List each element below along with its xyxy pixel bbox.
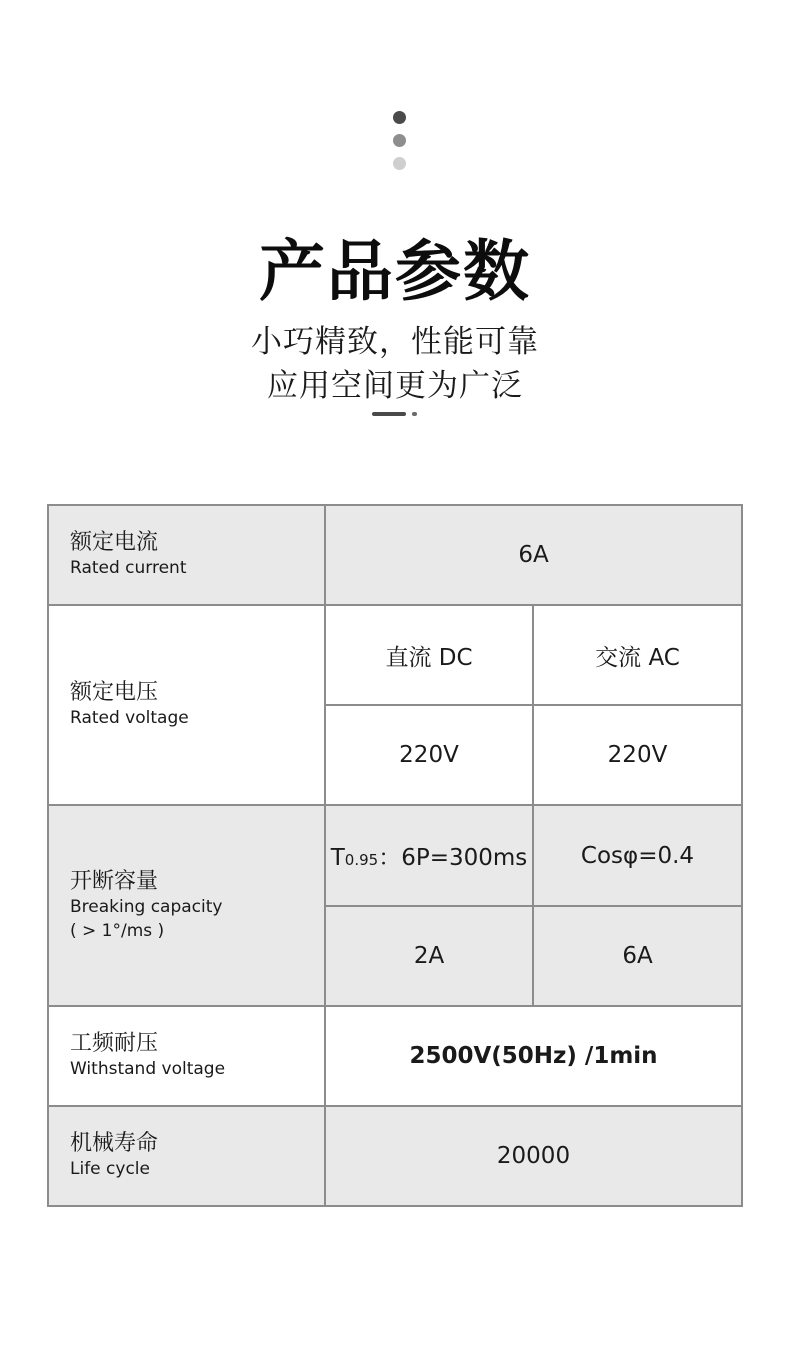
label-cn: 开断容量 [70,868,159,894]
page-title: 产品参数 [259,233,531,310]
subtitle-line-2: 应用空间更为广泛 [267,368,523,404]
label-withstand-voltage [48,1006,325,1106]
row-rated-current [48,505,742,605]
label-en: Withstand voltage [70,1059,226,1079]
dot-mid [393,134,406,147]
decorative-dots [393,111,407,180]
value-life-cycle: 20000 [325,1106,742,1206]
header-dc: 直流 DC [325,605,533,705]
label-en: Life cycle [70,1159,150,1179]
divider-dot [412,412,417,416]
header-ac: 交流 AC [533,605,742,705]
dot-light [393,157,406,170]
label-rated-current [48,505,325,605]
value-dc-voltage: 220V [325,705,533,805]
label-cn: 工频耐压 [70,1031,159,1056]
value-dc-breaking: 2A [325,906,533,1006]
spec-table [47,504,743,1207]
condition-dc-prefix: T [330,845,345,871]
label-en: Rated current [70,558,187,578]
label-cn: 额定电流 [70,530,159,555]
label-rated-voltage [48,605,325,805]
label-note: ( > 1°/ms ) [70,920,165,941]
label-en: Rated voltage [70,708,189,728]
row-breaking-capacity-conditions [48,805,742,906]
label-en: Breaking capacity [70,896,223,917]
label-cn: 机械寿命 [70,1131,159,1156]
dot-dark [393,111,406,124]
condition-ac: Cosφ=0.4 [533,805,742,906]
row-life-cycle [48,1106,742,1206]
row-withstand-voltage [48,1006,742,1106]
label-breaking-capacity [48,805,325,1006]
value-ac-voltage: 220V [533,705,742,805]
divider-bar [372,412,406,416]
value-withstand-voltage: 2500V(50Hz) /1min [325,1006,742,1106]
value-ac-breaking: 6A [533,906,742,1006]
condition-dc [325,805,533,906]
label-life-cycle [48,1106,325,1206]
condition-dc-subscript: 0.95 [344,851,379,869]
subtitle-line-1: 小巧精致，性能可靠 [251,324,539,360]
condition-dc-rest: ：6P=300ms [378,845,528,871]
value-rated-current: 6A [325,505,742,605]
row-rated-voltage-header [48,605,742,705]
label-cn: 额定电压 [70,680,159,705]
